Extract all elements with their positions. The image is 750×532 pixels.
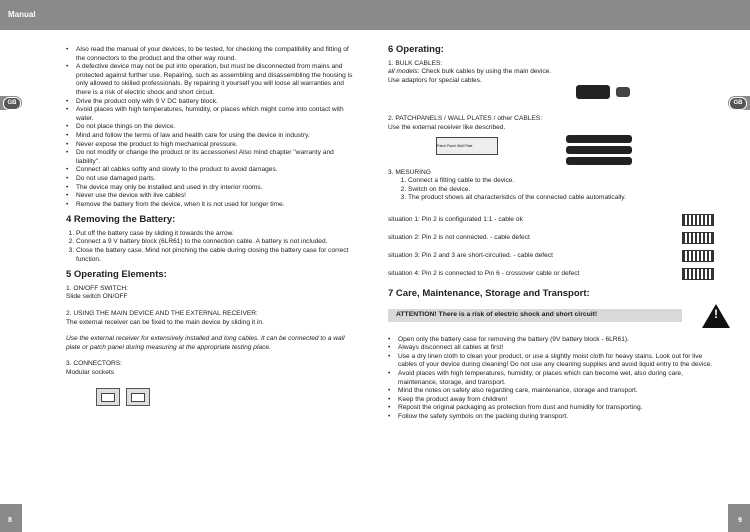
bulk-adaptors-text: Use adaptors for special cables. — [388, 76, 482, 84]
bulk-text: all models: Check bulk cables by using the main device. — [388, 68, 552, 76]
list-item: • Mind the notes on safety also regarding care, maintenance, storage and transport. — [388, 387, 714, 396]
wall-plate-label: Wall Plate — [456, 143, 473, 148]
onoff-text: Slide switch ON/OFF — [66, 293, 128, 301]
connectors-heading: 3. CONNECTORS: — [66, 360, 122, 368]
list-item: • Remove the battery from the device, when it is not used for longer time. — [66, 201, 358, 210]
list-item: • Avoid places with high temperatures, humidity, or places which can become wet, also during care, maintenance, storage, and transport. — [388, 370, 714, 387]
measuring-steps — [388, 177, 714, 203]
led-display-icon — [682, 250, 714, 262]
list-item: • Always disconnect all cables at first! — [388, 344, 714, 353]
list-item: • Never expose the product to high mechanical pressure. — [66, 141, 358, 150]
tester-device-icon — [576, 85, 610, 99]
receiver-heading: 2. USING THE MAIN DEVICE AND THE EXTERNAL RECEIVER: — [66, 310, 258, 318]
list-item: • Never use the device with live cables! — [66, 192, 358, 201]
manual-title: Manual — [8, 10, 36, 19]
all-models-label: all models: — [388, 68, 420, 76]
list-item: • Also read the manual of your devices, to be tested, for checking the compatibility and fitting of the connectors to the product and the other way round. — [66, 46, 358, 63]
receiver-row-icon — [566, 146, 632, 154]
socket-icon — [96, 388, 120, 406]
measuring-heading: 3. MESURING — [388, 168, 431, 176]
situation-row: situation 1: Pin 2 is configurated 1:1 - cable ok — [388, 211, 714, 229]
situation-row: situation 2: Pin 2 is not connected. - cable defect — [388, 229, 714, 247]
list-item: • Use a dry linen cloth to clean your product, or use a slightly moist cloth for heavy stains. Look out for live cables of your device during cleaning! Do not use any cleaning supplies and avoid liquid entry to the device. — [388, 353, 714, 370]
list-item: • Avoid places with high temperatures, humidity, or places which might come into contact with water. — [66, 106, 358, 123]
list-item: • Do not use damaged parts. — [66, 175, 358, 184]
list-item: • Follow the safety symbols on the packing during transport. — [388, 413, 714, 422]
onoff-heading: 1. ON/OFF SWITCH: — [66, 284, 128, 292]
list-item: • Mind and follow the terms of law and health care for using the device in industry. — [66, 132, 358, 141]
patch-figure — [388, 133, 714, 169]
patch-heading: 2. PATCHPANELS / WALL PLATES / other CABLES: — [388, 115, 543, 123]
led-display-icon — [682, 214, 714, 226]
connectors-text: Modular sockets — [66, 369, 115, 376]
left-column — [66, 46, 358, 406]
list-item: • Keep the product away from children! — [388, 396, 714, 405]
patch-wall-diagram — [436, 137, 498, 155]
list-item: 1. Connect a fitting cable to the device. — [408, 177, 714, 186]
situation-row: situation 4: Pin 2 is connected to Pin 6 - crossover cable or defect — [388, 265, 714, 283]
receiver-note: Use the external receiver for extensively installed and long cables. It can be connected to a wall plate or patch panel during measuring at the appropriate testing place. — [66, 335, 345, 351]
gb-badge-left: GB — [3, 97, 21, 110]
section-6-heading: 6 Operating: — [388, 44, 444, 55]
list-item: • Connect all cables softly and slowly to the product to avoid damages. — [66, 166, 358, 175]
socket-icon — [126, 388, 150, 406]
receiver-row-icon — [566, 135, 632, 143]
list-item: 3. The product shows all characteristics of the connected cable automatically. — [408, 194, 714, 203]
list-item: • A defective device may not be put into operation, but must be disconnected from mains and protected against further use. Repairing, such as assembling and disassembling the housing is only allowed to skilled professionals. By repairing it yourself you will loose all warranties and there is a risk of electric shock and short circuit. — [66, 63, 358, 97]
situation-row: situation 3: Pin 2 and 3 are short-circuited. - cable defect — [388, 247, 714, 265]
led-display-icon — [682, 268, 714, 280]
receiver-text: The external receiver can be fixed to the main device by sliding it in. — [66, 318, 264, 326]
section-4-heading: 4 Removing the Battery: — [66, 214, 176, 226]
led-display-icon — [682, 232, 714, 244]
battery-steps — [66, 230, 358, 264]
safety-list — [66, 46, 358, 209]
bulk-cable-figure — [388, 85, 714, 115]
section-5-heading: 5 Operating Elements: — [66, 269, 167, 281]
warning-triangle-icon — [702, 304, 730, 328]
receiver-icon — [616, 87, 630, 97]
page-number-left: 8 — [8, 517, 12, 524]
receiver-row-icon — [566, 157, 632, 165]
section-7-heading: 7 Care, Maintenance, Storage and Transport: — [388, 287, 590, 299]
patch-text: Use the external receiver like described. — [388, 123, 506, 131]
list-item: • Drive the product only with 9 V DC battery block. — [66, 98, 358, 107]
patch-panel-label: Patch Panel — [437, 143, 456, 148]
list-item: 2. Switch on the device. — [408, 186, 714, 195]
bulk-heading: 1. BULK CABLES: — [388, 59, 443, 67]
list-item: • Reposit the original packaging as protection from dust and humidity for transporting. — [388, 404, 714, 413]
care-list — [388, 336, 714, 422]
list-item: • Do not modify or change the product or its accessories! Also mind chapter "warranty and liability". — [66, 149, 358, 166]
list-item: • The device may only be installed and used in dry interior rooms. — [66, 184, 358, 193]
gb-badge-right: GB — [729, 97, 747, 110]
modular-sockets-figure — [96, 388, 358, 406]
list-item: 2. Connect a 9 V battery block (6LR61) to the connection cable. A battery is not included. — [76, 238, 358, 247]
header-bar — [0, 0, 750, 30]
right-column — [388, 46, 714, 421]
list-item: 3. Close the battery case. Mind not pinching the cable during closing the battery case for correct function. — [76, 247, 358, 264]
list-item: • Do not place things on the device. — [66, 123, 358, 132]
warning-text: ATTENTION! There is a risk of electric shock and short circuit! — [388, 309, 682, 322]
warning-box — [388, 304, 714, 328]
list-item: • Open only the battery case for removing the battery (9V battery block - 6LR61). — [388, 336, 714, 345]
list-item: 1. Put off the battery case by sliding it towards the arrow. — [76, 230, 358, 239]
page-number-right: 9 — [738, 517, 742, 524]
